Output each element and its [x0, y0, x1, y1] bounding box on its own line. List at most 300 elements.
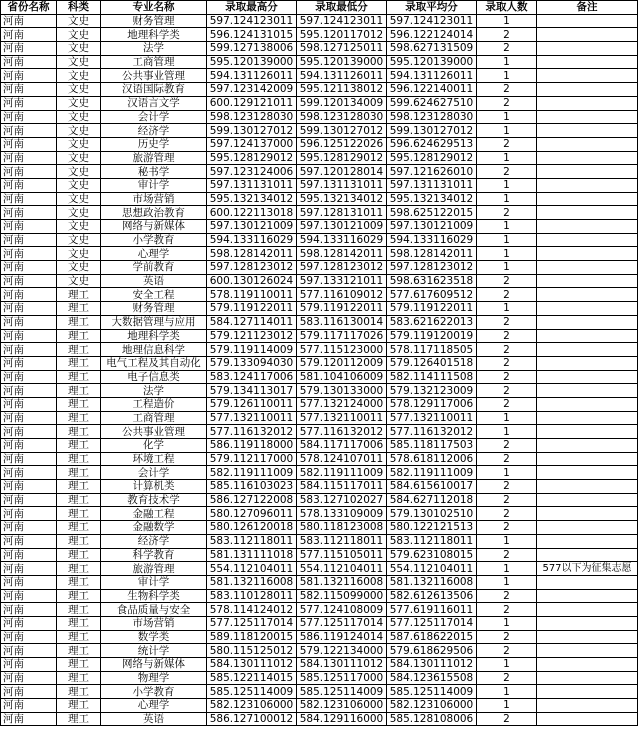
table-row: [1, 466, 638, 480]
major-cell: 小学教育: [101, 233, 207, 247]
category-cell: 文史: [57, 192, 101, 206]
avg-score-cell: 580.122121513: [387, 521, 477, 535]
category-cell: 理工: [57, 452, 101, 466]
province-cell: 河南: [1, 575, 57, 589]
province-cell: 河南: [1, 616, 57, 630]
category-cell: 理工: [57, 507, 101, 521]
avg-score-cell: 597.131131011: [387, 178, 477, 192]
count-cell: 2: [477, 356, 537, 370]
count-cell: 1: [477, 261, 537, 275]
avg-score-cell: 598.625122015: [387, 206, 477, 220]
major-cell: 计算机类: [101, 480, 207, 494]
province-cell: 河南: [1, 384, 57, 398]
table-row: [1, 384, 638, 398]
count-cell: 1: [477, 616, 537, 630]
min-score-cell: 579.117117026: [297, 329, 387, 343]
count-cell: 1: [477, 151, 537, 165]
min-score-cell: 582.119111009: [297, 466, 387, 480]
min-score-cell: 579.119122011: [297, 302, 387, 316]
remark-cell: [537, 548, 638, 562]
table-row: [1, 178, 638, 192]
count-cell: 1: [477, 685, 537, 699]
major-cell: 电气工程及其自动化: [101, 356, 207, 370]
count-cell: 2: [477, 603, 537, 617]
min-score-cell: 594.131126011: [297, 69, 387, 83]
avg-score-cell: 579.623108015: [387, 548, 477, 562]
min-score-cell: 577.125117014: [297, 616, 387, 630]
min-score-cell: 594.133116029: [297, 233, 387, 247]
header-count: 录取人数: [477, 1, 537, 15]
max-score-cell: 578.119110011: [207, 288, 297, 302]
min-score-cell: 597.124123011: [297, 14, 387, 28]
major-cell: 工商管理: [101, 55, 207, 69]
remark-cell: [537, 206, 638, 220]
count-cell: 1: [477, 124, 537, 138]
avg-score-cell: 585.128108006: [387, 712, 477, 726]
remark-cell: [537, 220, 638, 234]
category-cell: 理工: [57, 575, 101, 589]
avg-score-cell: 577.132110011: [387, 411, 477, 425]
province-cell: 河南: [1, 493, 57, 507]
table-row: [1, 206, 638, 220]
max-score-cell: 579.126110011: [207, 397, 297, 411]
avg-score-cell: 585.118117503: [387, 439, 477, 453]
province-cell: 河南: [1, 69, 57, 83]
min-score-cell: 579.130133000: [297, 384, 387, 398]
avg-score-cell: 597.124123011: [387, 14, 477, 28]
avg-score-cell: 597.128123012: [387, 261, 477, 275]
province-cell: 河南: [1, 411, 57, 425]
table-row: [1, 521, 638, 535]
province-cell: 河南: [1, 110, 57, 124]
remark-cell: [537, 575, 638, 589]
province-cell: 河南: [1, 534, 57, 548]
min-score-cell: 582.123106000: [297, 699, 387, 713]
category-cell: 理工: [57, 425, 101, 439]
max-score-cell: 585.122114015: [207, 671, 297, 685]
count-cell: 2: [477, 137, 537, 151]
major-cell: 学前教育: [101, 261, 207, 275]
major-cell: 安全工程: [101, 288, 207, 302]
avg-score-cell: 577.125117014: [387, 616, 477, 630]
min-score-cell: 595.120117012: [297, 28, 387, 42]
province-cell: 河南: [1, 397, 57, 411]
province-cell: 河南: [1, 548, 57, 562]
province-cell: 河南: [1, 589, 57, 603]
province-cell: 河南: [1, 302, 57, 316]
min-score-cell: 597.128123012: [297, 261, 387, 275]
min-score-cell: 584.130111012: [297, 658, 387, 672]
table-row: [1, 699, 638, 713]
major-cell: 法学: [101, 42, 207, 56]
count-cell: 1: [477, 14, 537, 28]
avg-score-cell: 577.619116011: [387, 603, 477, 617]
count-cell: 2: [477, 712, 537, 726]
avg-score-cell: 585.125114009: [387, 685, 477, 699]
major-cell: 公共事业管理: [101, 69, 207, 83]
avg-score-cell: 554.112104011: [387, 562, 477, 576]
remark-cell: [537, 55, 638, 69]
remark-cell: [537, 110, 638, 124]
avg-score-cell: 595.132134012: [387, 192, 477, 206]
category-cell: 理工: [57, 329, 101, 343]
count-cell: 2: [477, 329, 537, 343]
max-score-cell: 583.110128011: [207, 589, 297, 603]
count-cell: 2: [477, 42, 537, 56]
major-cell: 教育技术学: [101, 493, 207, 507]
category-cell: 理工: [57, 589, 101, 603]
max-score-cell: 579.133094030: [207, 356, 297, 370]
remark-cell: [537, 712, 638, 726]
province-cell: 河南: [1, 96, 57, 110]
province-cell: 河南: [1, 466, 57, 480]
avg-score-cell: 594.133116029: [387, 233, 477, 247]
max-score-cell: 579.134113017: [207, 384, 297, 398]
min-score-cell: 597.131131011: [297, 178, 387, 192]
header-avg-score: 录取平均分: [387, 1, 477, 15]
remark-cell: [537, 69, 638, 83]
max-score-cell: 595.128129012: [207, 151, 297, 165]
remark-cell: [537, 28, 638, 42]
table-row: [1, 411, 638, 425]
category-cell: 理工: [57, 466, 101, 480]
max-score-cell: 600.130126024: [207, 274, 297, 288]
province-cell: 河南: [1, 452, 57, 466]
count-cell: 2: [477, 630, 537, 644]
count-cell: 2: [477, 548, 537, 562]
remark-cell: [537, 480, 638, 494]
count-cell: 2: [477, 452, 537, 466]
province-cell: 河南: [1, 42, 57, 56]
avg-score-cell: 582.123106000: [387, 699, 477, 713]
count-cell: 1: [477, 466, 537, 480]
min-score-cell: 598.128142011: [297, 247, 387, 261]
province-cell: 河南: [1, 699, 57, 713]
remark-cell: [537, 589, 638, 603]
remark-cell: [537, 521, 638, 535]
category-cell: 文史: [57, 83, 101, 97]
max-score-cell: 583.124117006: [207, 370, 297, 384]
category-cell: 理工: [57, 534, 101, 548]
count-cell: 1: [477, 110, 537, 124]
count-cell: 2: [477, 644, 537, 658]
remark-cell: [537, 261, 638, 275]
min-score-cell: 577.132124000: [297, 397, 387, 411]
major-cell: 工商管理: [101, 411, 207, 425]
avg-score-cell: 597.121626010: [387, 165, 477, 179]
max-score-cell: 586.127100012: [207, 712, 297, 726]
avg-score-cell: 584.123615508: [387, 671, 477, 685]
category-cell: 理工: [57, 685, 101, 699]
province-cell: 河南: [1, 137, 57, 151]
remark-cell: [537, 425, 638, 439]
max-score-cell: 586.127122008: [207, 493, 297, 507]
count-cell: 1: [477, 302, 537, 316]
table-row: [1, 302, 638, 316]
max-score-cell: 584.127114011: [207, 315, 297, 329]
table-row: [1, 96, 638, 110]
min-score-cell: 581.104106009: [297, 370, 387, 384]
min-score-cell: 586.119124014: [297, 630, 387, 644]
table-row: [1, 630, 638, 644]
table-row: [1, 548, 638, 562]
category-cell: 理工: [57, 562, 101, 576]
remark-cell: [537, 96, 638, 110]
table-row: [1, 83, 638, 97]
min-score-cell: 577.116109012: [297, 288, 387, 302]
min-score-cell: 597.120128014: [297, 165, 387, 179]
remark-cell: [537, 439, 638, 453]
max-score-cell: 596.124131015: [207, 28, 297, 42]
avg-score-cell: 599.130127012: [387, 124, 477, 138]
category-cell: 理工: [57, 343, 101, 357]
major-cell: 小学教育: [101, 685, 207, 699]
remark-cell: [537, 507, 638, 521]
count-cell: 1: [477, 192, 537, 206]
category-cell: 文史: [57, 110, 101, 124]
max-score-cell: 554.112104011: [207, 562, 297, 576]
major-cell: 市场营销: [101, 616, 207, 630]
province-cell: 河南: [1, 124, 57, 138]
province-cell: 河南: [1, 288, 57, 302]
category-cell: 理工: [57, 356, 101, 370]
min-score-cell: 597.130121009: [297, 220, 387, 234]
count-cell: 1: [477, 562, 537, 576]
major-cell: 市场营销: [101, 192, 207, 206]
major-cell: 经济学: [101, 124, 207, 138]
min-score-cell: 596.125122026: [297, 137, 387, 151]
max-score-cell: 598.123128030: [207, 110, 297, 124]
remark-cell: [537, 685, 638, 699]
category-cell: 理工: [57, 630, 101, 644]
avg-score-cell: 587.618622015: [387, 630, 477, 644]
count-cell: 2: [477, 507, 537, 521]
remark-cell: [537, 192, 638, 206]
major-cell: 汉语国际教育: [101, 83, 207, 97]
count-cell: 1: [477, 247, 537, 261]
major-cell: 地理科学类: [101, 28, 207, 42]
table-row: [1, 261, 638, 275]
remark-cell: [537, 14, 638, 28]
min-score-cell: 578.133109009: [297, 507, 387, 521]
major-cell: 英语: [101, 274, 207, 288]
table-row: [1, 28, 638, 42]
avg-score-cell: 584.130111012: [387, 658, 477, 672]
category-cell: 文史: [57, 233, 101, 247]
avg-score-cell: 579.119120019: [387, 329, 477, 343]
province-cell: 河南: [1, 233, 57, 247]
major-cell: 环境工程: [101, 452, 207, 466]
table-row: [1, 329, 638, 343]
major-cell: 旅游管理: [101, 151, 207, 165]
remark-cell: [537, 534, 638, 548]
count-cell: 2: [477, 288, 537, 302]
avg-score-cell: 595.128129012: [387, 151, 477, 165]
remark-cell: [537, 329, 638, 343]
province-cell: 河南: [1, 712, 57, 726]
count-cell: 2: [477, 274, 537, 288]
count-cell: 2: [477, 671, 537, 685]
max-score-cell: 579.119114009: [207, 343, 297, 357]
max-score-cell: 581.132116008: [207, 575, 297, 589]
table-row: [1, 151, 638, 165]
table-row: [1, 658, 638, 672]
province-cell: 河南: [1, 178, 57, 192]
count-cell: 1: [477, 220, 537, 234]
category-cell: 理工: [57, 397, 101, 411]
avg-score-cell: 599.624627510: [387, 96, 477, 110]
count-cell: 1: [477, 699, 537, 713]
max-score-cell: 578.114124012: [207, 603, 297, 617]
min-score-cell: 597.128131011: [297, 206, 387, 220]
max-score-cell: 599.127138006: [207, 42, 297, 56]
max-score-cell: 597.124123011: [207, 14, 297, 28]
table-row: [1, 14, 638, 28]
avg-score-cell: 598.128142011: [387, 247, 477, 261]
province-cell: 河南: [1, 206, 57, 220]
remark-cell: [537, 274, 638, 288]
table-row: [1, 575, 638, 589]
remark-cell: [537, 233, 638, 247]
max-score-cell: 583.112118011: [207, 534, 297, 548]
table-row: [1, 343, 638, 357]
avg-score-cell: 577.116132012: [387, 425, 477, 439]
major-cell: 数学类: [101, 630, 207, 644]
table-row: [1, 589, 638, 603]
count-cell: 2: [477, 589, 537, 603]
major-cell: 金融工程: [101, 507, 207, 521]
max-score-cell: 580.127096011: [207, 507, 297, 521]
category-cell: 理工: [57, 712, 101, 726]
count-cell: 2: [477, 397, 537, 411]
category-cell: 文史: [57, 124, 101, 138]
min-score-cell: 599.130127012: [297, 124, 387, 138]
max-score-cell: 597.131131011: [207, 178, 297, 192]
max-score-cell: 597.123142009: [207, 83, 297, 97]
province-cell: 河南: [1, 28, 57, 42]
avg-score-cell: 579.130102510: [387, 507, 477, 521]
table-row: [1, 247, 638, 261]
remark-cell: [537, 384, 638, 398]
major-cell: 汉语言文学: [101, 96, 207, 110]
category-cell: 理工: [57, 315, 101, 329]
table-row: [1, 192, 638, 206]
avg-score-cell: 595.120139000: [387, 55, 477, 69]
major-cell: 金融数学: [101, 521, 207, 535]
province-cell: 河南: [1, 507, 57, 521]
major-cell: 法学: [101, 384, 207, 398]
count-cell: 1: [477, 55, 537, 69]
table-row: [1, 534, 638, 548]
table-row: [1, 356, 638, 370]
max-score-cell: 577.116132012: [207, 425, 297, 439]
header-province: 省份名称: [1, 1, 57, 15]
category-cell: 理工: [57, 411, 101, 425]
header-max-score: 录取最高分: [207, 1, 297, 15]
remark-cell: [537, 397, 638, 411]
remark-cell: [537, 315, 638, 329]
count-cell: 1: [477, 658, 537, 672]
avg-score-cell: 578.129117006: [387, 397, 477, 411]
province-cell: 河南: [1, 14, 57, 28]
province-cell: 河南: [1, 151, 57, 165]
table-row: [1, 616, 638, 630]
max-score-cell: 584.130111012: [207, 658, 297, 672]
major-cell: 会计学: [101, 466, 207, 480]
category-cell: 文史: [57, 42, 101, 56]
avg-score-cell: 581.132116008: [387, 575, 477, 589]
province-cell: 河南: [1, 658, 57, 672]
major-cell: 生物科学类: [101, 589, 207, 603]
table-row: [1, 452, 638, 466]
province-cell: 河南: [1, 247, 57, 261]
province-cell: 河南: [1, 165, 57, 179]
table-row: [1, 480, 638, 494]
major-cell: 经济学: [101, 534, 207, 548]
min-score-cell: 583.112118011: [297, 534, 387, 548]
table-row: [1, 370, 638, 384]
table-row: [1, 315, 638, 329]
remark-cell: [537, 247, 638, 261]
min-score-cell: 580.118123008: [297, 521, 387, 535]
category-cell: 理工: [57, 644, 101, 658]
table-row: [1, 425, 638, 439]
max-score-cell: 597.128123012: [207, 261, 297, 275]
category-cell: 理工: [57, 548, 101, 562]
category-cell: 理工: [57, 370, 101, 384]
max-score-cell: 600.122113018: [207, 206, 297, 220]
province-cell: 河南: [1, 274, 57, 288]
table-row: [1, 42, 638, 56]
remark-cell: [537, 466, 638, 480]
avg-score-cell: 579.618629506: [387, 644, 477, 658]
max-score-cell: 597.130121009: [207, 220, 297, 234]
major-cell: 心理学: [101, 699, 207, 713]
min-score-cell: 584.129116000: [297, 712, 387, 726]
major-cell: 旅游管理: [101, 562, 207, 576]
province-cell: 河南: [1, 521, 57, 535]
province-cell: 河南: [1, 425, 57, 439]
avg-score-cell: 582.612613506: [387, 589, 477, 603]
major-cell: 财务管理: [101, 14, 207, 28]
max-score-cell: 589.118120015: [207, 630, 297, 644]
min-score-cell: 598.127125011: [297, 42, 387, 56]
province-cell: 河南: [1, 685, 57, 699]
remark-cell: [537, 137, 638, 151]
count-cell: 1: [477, 233, 537, 247]
major-cell: 审计学: [101, 575, 207, 589]
count-cell: 1: [477, 575, 537, 589]
avg-score-cell: 583.112118011: [387, 534, 477, 548]
max-score-cell: 577.125117014: [207, 616, 297, 630]
major-cell: 网络与新媒体: [101, 658, 207, 672]
remark-cell: [537, 124, 638, 138]
table-row: [1, 288, 638, 302]
category-cell: 理工: [57, 302, 101, 316]
table-row: [1, 165, 638, 179]
max-score-cell: 582.123106000: [207, 699, 297, 713]
avg-score-cell: 584.627112018: [387, 493, 477, 507]
major-cell: 秘书学: [101, 165, 207, 179]
category-cell: 理工: [57, 288, 101, 302]
remark-cell: [537, 644, 638, 658]
table-row: [1, 233, 638, 247]
category-cell: 文史: [57, 151, 101, 165]
max-score-cell: 579.119122011: [207, 302, 297, 316]
table-row: [1, 220, 638, 234]
avg-score-cell: 579.119122011: [387, 302, 477, 316]
avg-score-cell: 584.615610017: [387, 480, 477, 494]
